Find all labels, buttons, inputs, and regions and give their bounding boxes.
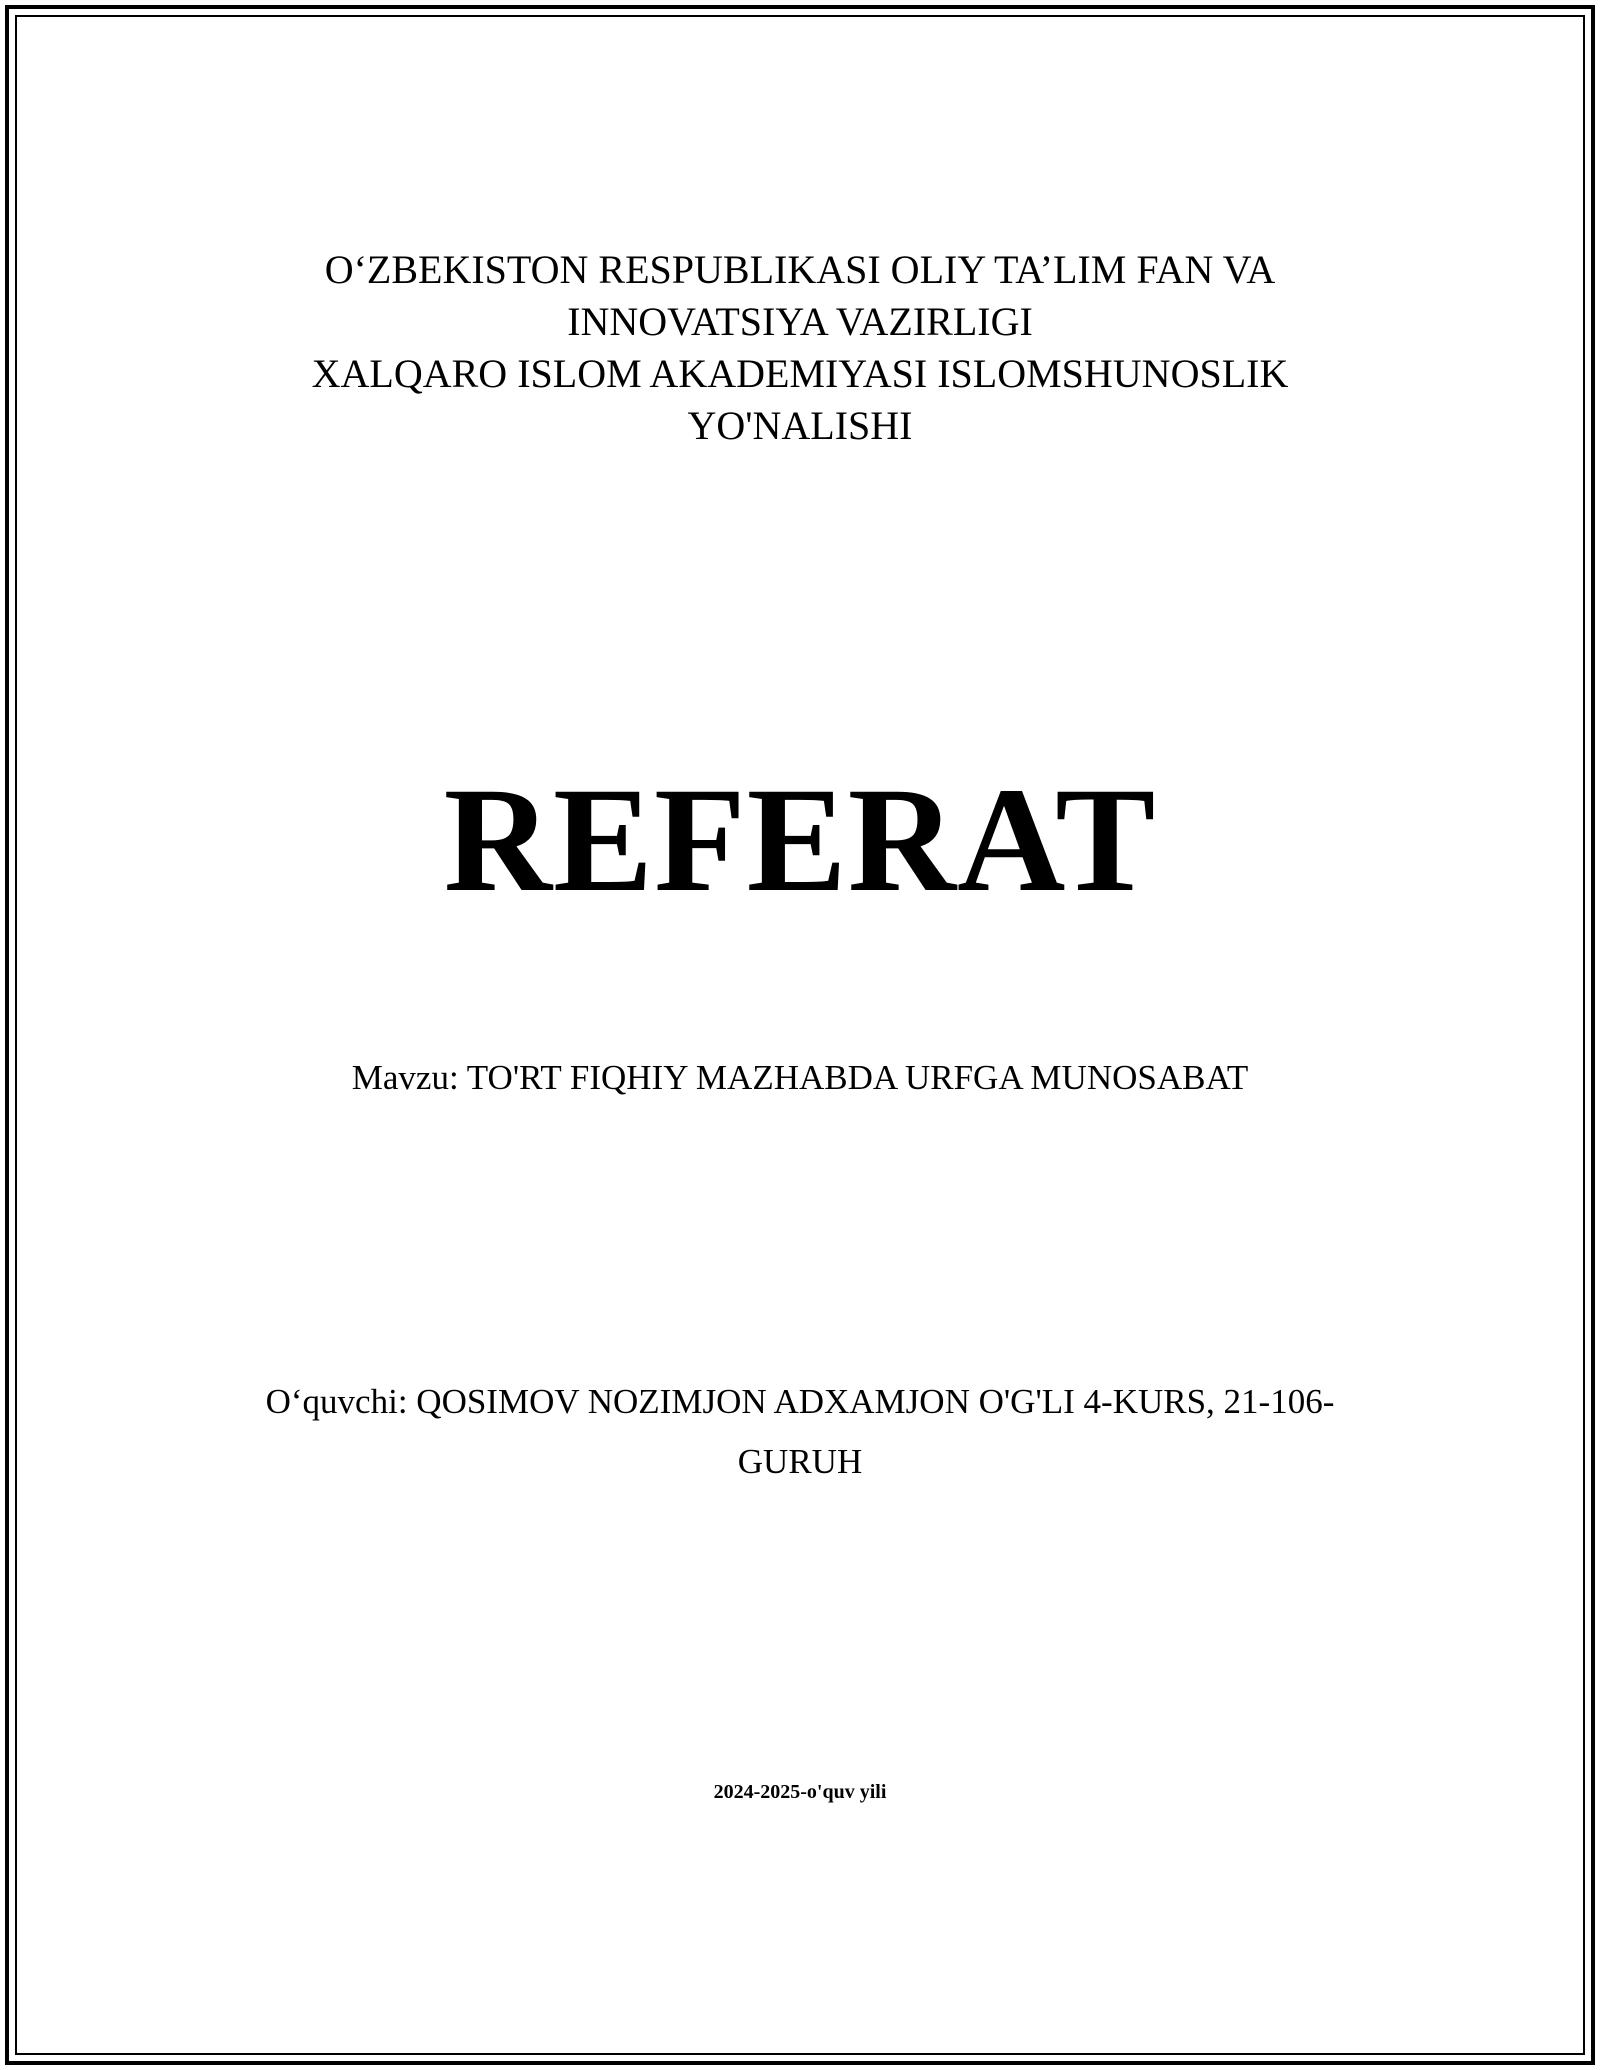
institution-header: [0, 244, 1600, 452]
student-info: [0, 1372, 1600, 1492]
document-title: REFERAT: [443, 757, 1157, 923]
header-line-4: YO'NALISHI: [687, 403, 913, 448]
header-line-2: INNOVATSIYA VAZIRLIGI: [567, 299, 1033, 344]
academic-year: 2024-2025-o'quv yili: [713, 1781, 887, 1803]
student-line-2: GURUH: [737, 1442, 863, 1481]
header-line-1: O‘ZBEKISTON RESPUBLIKASI OLIY TA’LIM FAN VA: [324, 247, 1276, 292]
topic-line: Mavzu: TO'RT FIQHIY MAZHABDA URFGA MUNOSABAT: [351, 1058, 1249, 1097]
header-line-3: XALQARO ISLOM AKADEMIYASI ISLOMSHUNOSLIK: [311, 351, 1289, 396]
student-line-1: O‘quvchi: QOSIMOV NOZIMJON ADXAMJON O'G'LI 4-KURS, 21-106-: [265, 1382, 1335, 1421]
